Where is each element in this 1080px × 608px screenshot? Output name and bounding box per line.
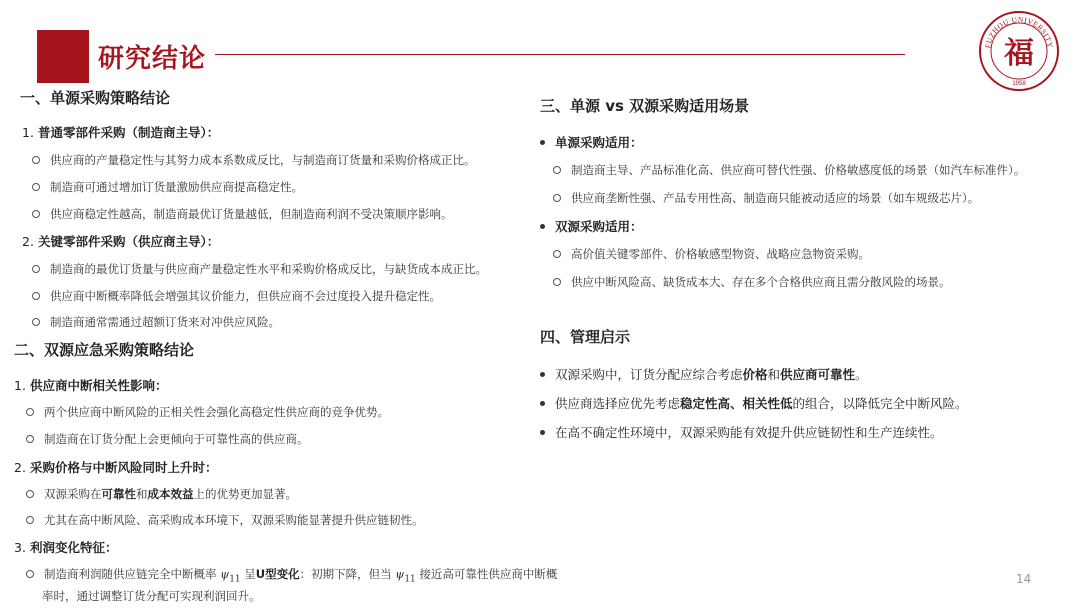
bullet-item: 供应商的产量稳定性与其努力成本系数成反比，与制造商订货量和采购价格成正比。	[32, 152, 476, 168]
solid-bullet-icon	[540, 140, 545, 145]
solid-bullet-icon	[540, 401, 545, 406]
bullet-item: 供应商稳定性越高，制造商最优订货量越低，但制造商利润不受决策顺序影响。	[32, 206, 453, 222]
title-divider	[215, 54, 905, 55]
hollow-bullet-icon	[26, 435, 34, 443]
bullet-continuation: 率时，通过调整订货分配可实现利润回升。	[42, 589, 261, 603]
solid-bullet-icon	[540, 430, 545, 435]
title-accent-block	[37, 30, 89, 83]
university-logo-icon	[978, 10, 1060, 92]
section-heading-4: 四、管理启示	[540, 328, 631, 346]
logo-character: 福	[1004, 36, 1034, 71]
hollow-bullet-icon	[32, 210, 40, 218]
hollow-bullet-icon	[553, 194, 561, 202]
bullet-item: 制造商的最优订货量与供应商产量稳定性水平和采购价格成反比，与缺货成本成正比。	[32, 261, 487, 277]
hollow-bullet-icon	[32, 318, 40, 326]
hollow-bullet-icon	[32, 183, 40, 191]
psi-symbol: $\psi_{11}$	[395, 567, 416, 585]
bullet-item: 两个供应商中断风险的正相关性会强化高稳定性供应商的竞争优势。	[26, 404, 389, 420]
hollow-bullet-icon	[553, 250, 561, 258]
numbered-item: 2. 关键零部件采购（供应商主导）：	[22, 234, 220, 249]
section-heading-1: 一、单源采购策略结论	[20, 89, 171, 107]
group-label: 单源采购适用：	[540, 133, 643, 151]
section-heading-2: 二、双源应急采购策略结论	[14, 341, 195, 359]
hollow-bullet-icon	[553, 166, 561, 174]
hollow-bullet-icon	[32, 292, 40, 300]
numbered-item: 1. 供应商中断相关性影响：	[14, 378, 168, 393]
bullet-item: 制造商通常需通过超额订货来对冲供应风险。	[32, 314, 280, 330]
bullet-item: 供应商垄断性强、产品专用性高、制造商只能被动适应的场景（如车规级芯片）。	[553, 190, 979, 206]
bullet-item: 供应中断风险高、缺货成本大、存在多个合格供应商且需分散风险的场景。	[553, 274, 951, 290]
bullet-item: 制造商主导、产品标准化高、供应商可替代性强、价格敏感度低的场景（如汽车标准件）。	[553, 162, 1025, 178]
numbered-item: 1. 普通零部件采购（制造商主导）：	[22, 125, 220, 140]
bullet-item: 供应商中断概率降低会增强其议价能力，但供应商不会过度投入提升稳定性。	[32, 288, 441, 304]
bullet-item: 在高不确定性环境中，双源采购能有效提升供应链韧性和生产连续性。	[540, 423, 943, 441]
logo-ring-text: FUZHOU UNIVERSITY	[983, 14, 1055, 49]
hollow-bullet-icon	[32, 265, 40, 273]
hollow-bullet-icon	[553, 278, 561, 286]
numbered-item: 3. 利润变化特征：	[14, 540, 118, 555]
bullet-item: 制造商在订货分配上会更倾向于可靠性高的供应商。	[26, 431, 309, 447]
bullet-item: 双源采购在可靠性和成本效益上的优势更加显著。	[26, 486, 297, 502]
logo-year: 1958	[1012, 81, 1026, 87]
hollow-bullet-icon	[26, 408, 34, 416]
bullet-item: 供应商选择应优先考虑稳定性高、相关性低的组合，以降低完全中断风险。	[540, 394, 968, 412]
solid-bullet-icon	[540, 224, 545, 229]
bullet-item: 制造商可通过增加订货量激励供应商提高稳定性。	[32, 179, 303, 195]
bullet-item: 制造商利润随供应链完全中断概率 $\psi_{11}$ 呈U型变化：初期下降，但当 $\psi_{11}$ 接近高可靠性供应商中断概	[26, 566, 557, 584]
hollow-bullet-icon	[26, 570, 34, 578]
hollow-bullet-icon	[26, 516, 34, 524]
bullet-item: 双源采购中，订货分配应综合考虑价格和供应商可靠性。	[540, 365, 868, 383]
hollow-bullet-icon	[26, 490, 34, 498]
bullet-item: 尤其在高中断风险、高采购成本环境下，双源采购能显著提升供应链韧性。	[26, 512, 424, 528]
bullet-item: 高价值关键零部件、价格敏感型物资、战略应急物资采购。	[553, 246, 870, 262]
numbered-item: 2. 采购价格与中断风险同时上升时：	[14, 460, 218, 475]
psi-symbol: $\psi_{11}$	[220, 567, 241, 585]
page-number: 14	[1016, 572, 1032, 586]
solid-bullet-icon	[540, 372, 545, 377]
hollow-bullet-icon	[32, 156, 40, 164]
page-title: 研究结论	[98, 44, 207, 74]
section-heading-3: 三、单源 vs 双源采购适用场景	[540, 97, 750, 115]
group-label: 双源采购适用：	[540, 217, 643, 235]
